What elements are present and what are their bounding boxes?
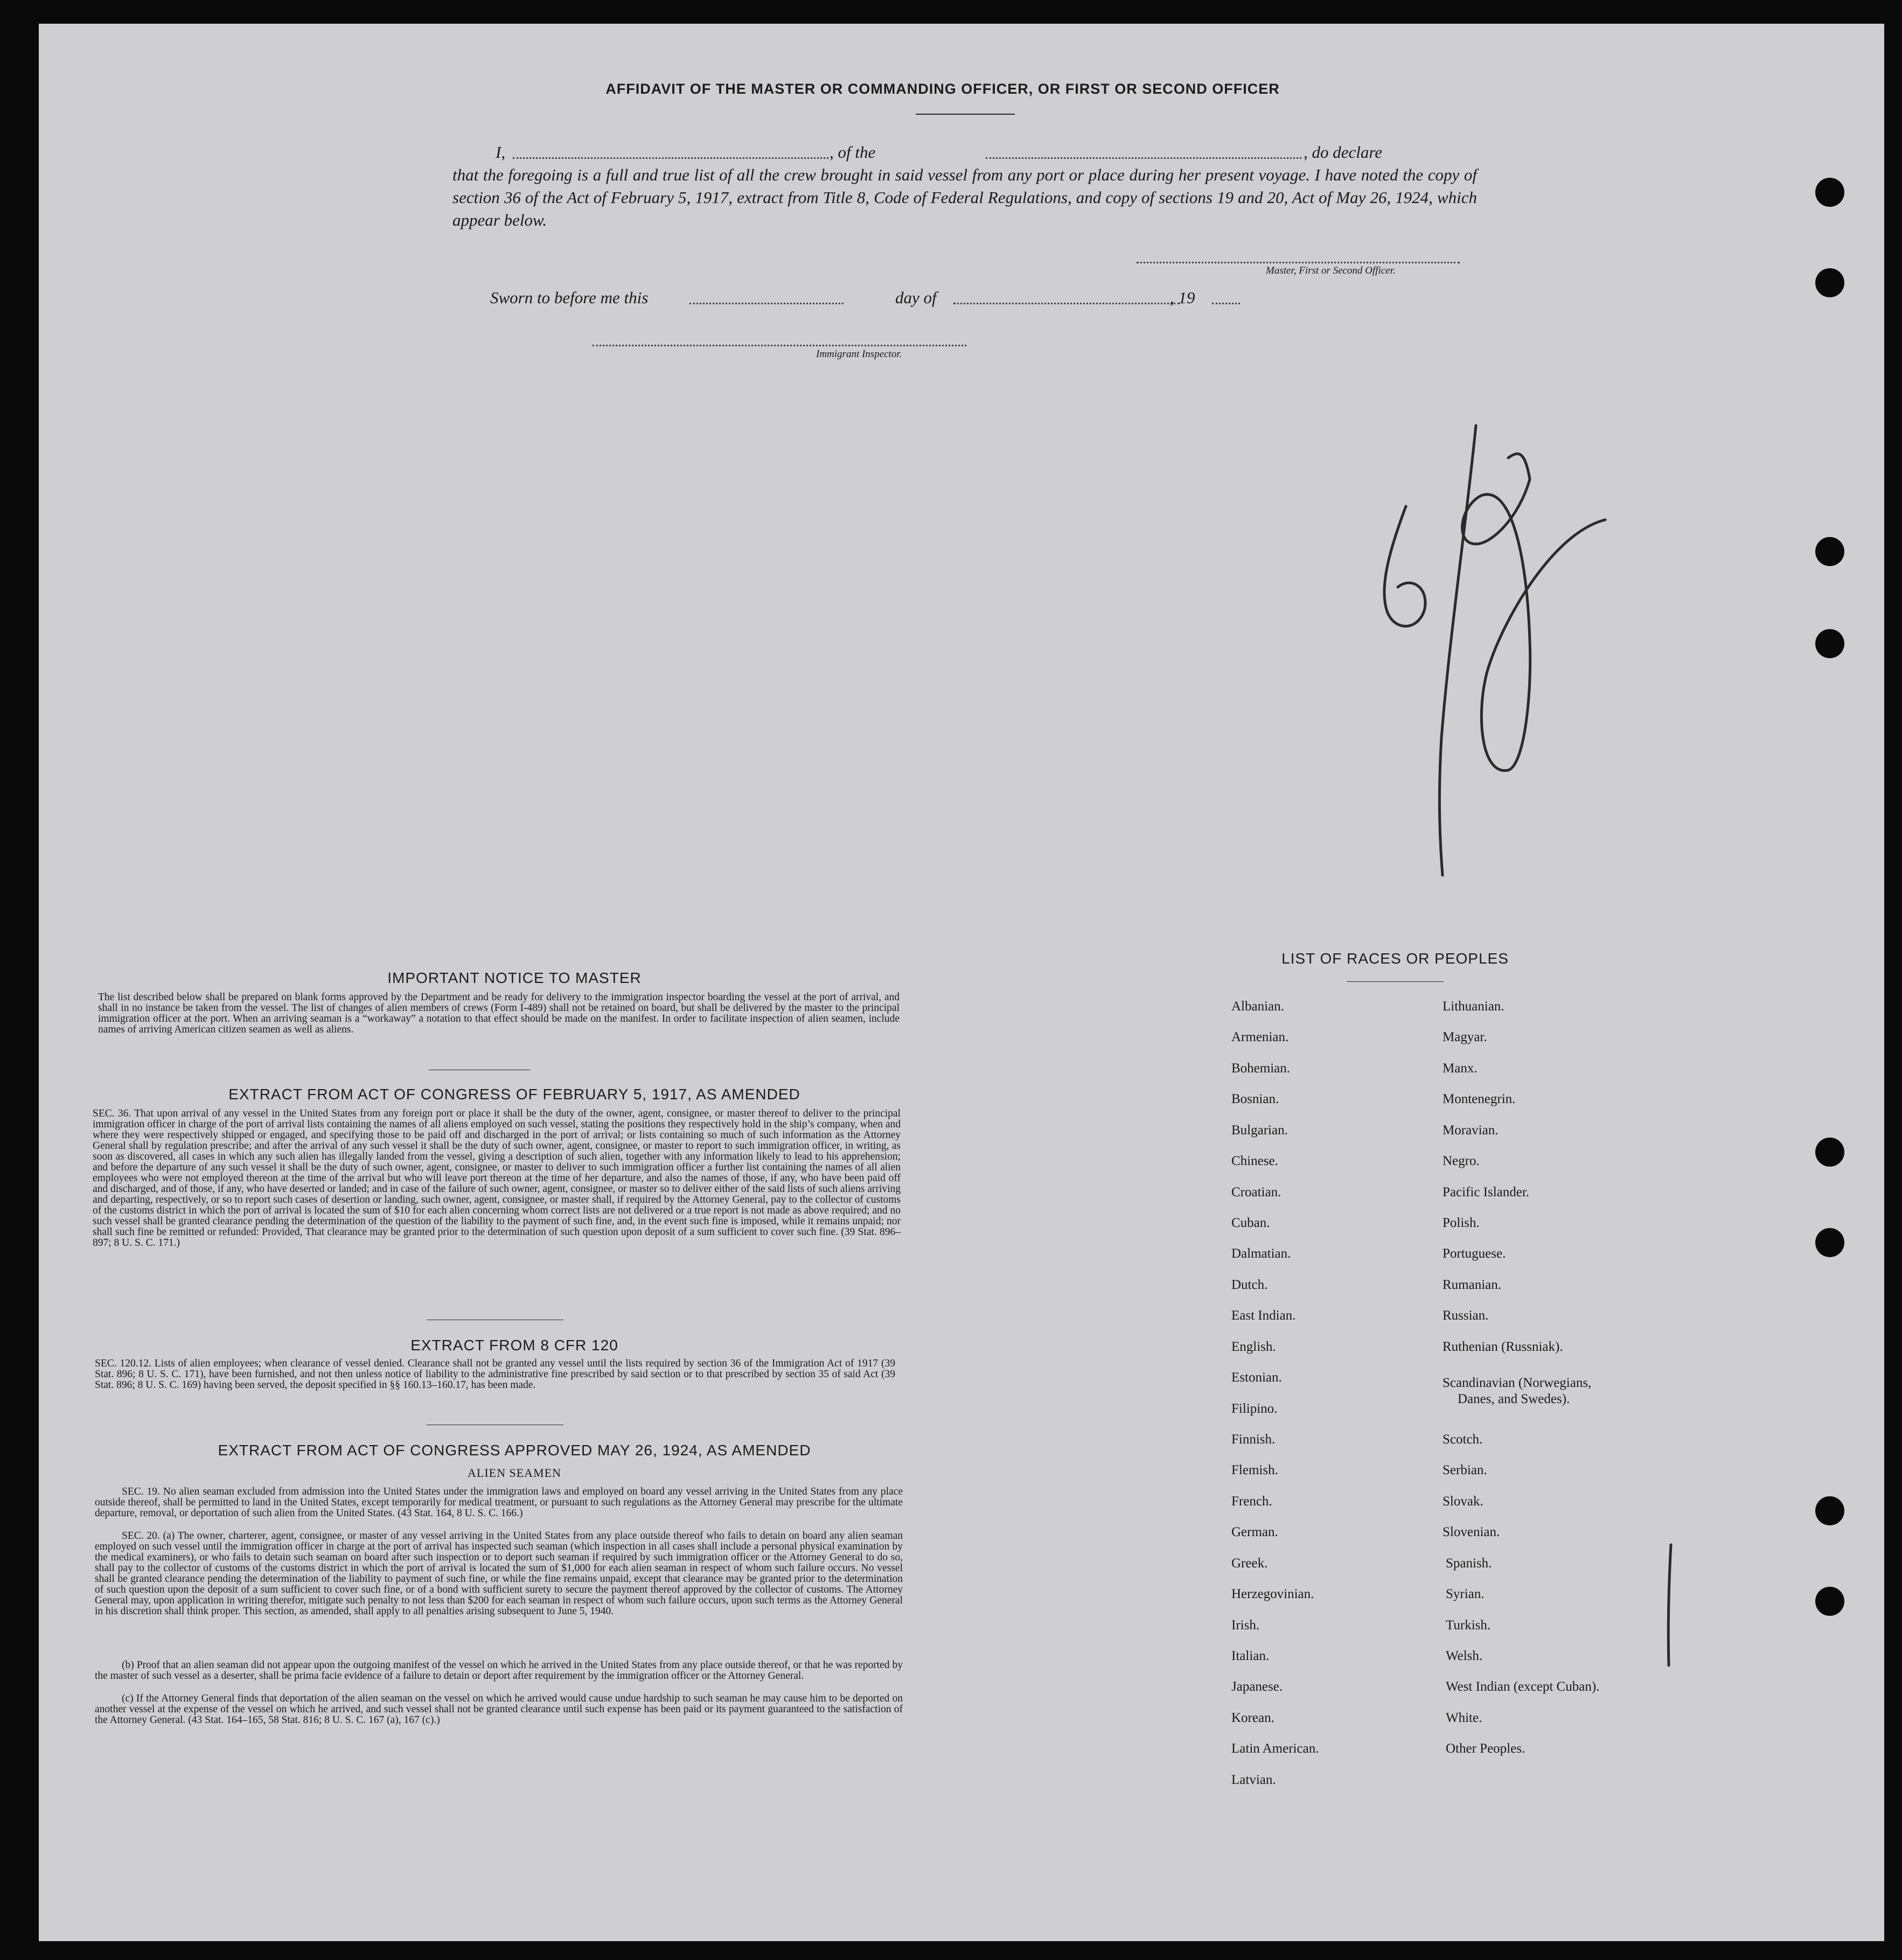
race-item: Lithuanian. bbox=[1443, 999, 1504, 1014]
extract-cfr-text: SEC. 120.12. Lists of alien employees; when clearance of vessel denied. Clearance shall not be granted any vessel until the lists required by section 36 of the Immigration Act of 1917 (39 Stat. 896; 8 U. S. C. 171), have been furnished, and not then unless notice of liability to the administrative fine prescribed by said section or to that prescribed by section 35 of said Act (39 Stat. 896; 8 U. S. C. 169) having been served, the deposit specified in §§ 160.13–160.17, has been made. bbox=[95, 1358, 895, 1391]
affidavit-title: AFFIDAVIT OF THE MASTER OR COMMANDING OFFICER, OR FIRST OR SECOND OFFICER bbox=[605, 81, 1280, 97]
race-item: Bosnian. bbox=[1231, 1092, 1279, 1106]
race-item: West Indian (except Cuban). bbox=[1446, 1679, 1600, 1694]
master-caption: Master, First or Second Officer. bbox=[1266, 265, 1396, 276]
race-item: Japanese. bbox=[1231, 1679, 1283, 1694]
declarant-prefix: I, bbox=[496, 143, 506, 162]
year-prefix: , 19 bbox=[1170, 288, 1195, 307]
race-item: Serbian. bbox=[1443, 1463, 1487, 1477]
handwritten-six bbox=[1384, 506, 1425, 626]
declare-suffix: , do declare bbox=[1304, 143, 1383, 162]
sworn-day-field[interactable] bbox=[689, 303, 844, 304]
race-item: Scandinavian (Norwegians, bbox=[1443, 1376, 1592, 1390]
race-item: East Indian. bbox=[1231, 1308, 1296, 1323]
notice-title: IMPORTANT NOTICE TO MASTER bbox=[387, 969, 642, 986]
race-item: Russian. bbox=[1443, 1308, 1489, 1323]
race-item: Magyar. bbox=[1443, 1030, 1487, 1044]
race-item: Syrian. bbox=[1446, 1587, 1485, 1601]
handwritten-eight bbox=[1462, 454, 1605, 770]
alien-seamen-subtitle: ALIEN SEAMEN bbox=[468, 1466, 561, 1480]
inspector-caption: Immigrant Inspector. bbox=[816, 348, 902, 360]
extract-1924-title: EXTRACT FROM ACT OF CONGRESS APPROVED MAY 26, 1924, AS AMENDED bbox=[218, 1442, 811, 1459]
race-item: Other Peoples. bbox=[1446, 1741, 1525, 1756]
race-item: French. bbox=[1231, 1494, 1272, 1509]
race-item: Latvian. bbox=[1231, 1773, 1276, 1787]
race-item: German. bbox=[1231, 1525, 1278, 1539]
extract-1917-text: SEC. 36. That upon arrival of any vessel in the United States from any foreign port or place it shall be the duty of the owner, agent, consignee, or master thereof to deliver to the principal immigration officer in charge of the port of arrival lists containing the names of all aliens employed on such vessel, stating the positions they respectively hold in the ship’s company, when and where they were respectively shipped or engaged, and specifying those to be paid off and discharged in the port of arrival; or lists containing so much of such information as the Attorney General shall by regulation prescribe; and after the arrival of any such vessel it shall be the duty of such owner, agent, consignee, or master to report to such immigration officer, in writing, as soon as discovered, all cases in which any such alien has illegally landed from the vessel, giving a description of such alien, together with any information likely to lead to his apprehension; and before the departure of any such vessel it shall be the duty of such owner, agent, consignee, or master to deliver to such immigration officer a further list containing the names of all alien employees who were not employed thereon at the time of the arrival but who will leave port thereon at the time of her departure, and also the names of those, if any, who have been paid off and discharged, and of those, if any, who have deserted or landed; and in case of the failure of such owner, agent, consignee, or master so to deliver either of the said lists of such aliens arriving and departing, respectively, or so to report such cases of desertion or landing, such owner, agent, consignee, or master shall, if required by the Attorney General, pay to the collector of customs of the customs district in which the port of arrival is located the sum of $10 for each alien concerning whom correct lists are not delivered or a true report is not made as above required; and no such vessel shall be granted clearance pending the determination of the question of the liability to the payment of such fine, and, in the event such fine is imposed, while it remains unpaid; nor shall such fine be remitted or refunded: Provided, That clearance may be granted prior to the determination of such question upon deposit of a sum sufficient to cover such fine. (39 Stat. 896–897; 8 U. S. C. 171.) bbox=[93, 1108, 901, 1248]
race-item: Manx. bbox=[1443, 1061, 1478, 1076]
day-of-label: day of bbox=[895, 288, 937, 307]
handwritten-tick bbox=[1659, 1540, 1681, 1670]
race-item: Pacific Islander. bbox=[1443, 1185, 1530, 1199]
race-item: Slovenian. bbox=[1443, 1525, 1500, 1539]
race-item: Italian. bbox=[1231, 1649, 1270, 1663]
punch-hole bbox=[1815, 1496, 1844, 1525]
race-item: Latin American. bbox=[1231, 1741, 1319, 1756]
handwritten-slash bbox=[1439, 426, 1476, 875]
punch-hole bbox=[1815, 1228, 1844, 1257]
race-item: Dutch. bbox=[1231, 1278, 1268, 1292]
punch-hole bbox=[1815, 268, 1844, 297]
race-item: Portuguese. bbox=[1443, 1246, 1506, 1261]
race-item: Estonian. bbox=[1231, 1370, 1282, 1385]
race-item: Dalmatian. bbox=[1231, 1246, 1291, 1261]
race-item: Rumanian. bbox=[1443, 1278, 1502, 1292]
notice-text: The list described below shall be prepared on blank forms approved by the Department and be ready for delivery to the immigration inspector boarding the vessel at the port of arrival, and shall in no instance be taken from the vessel. The list of changes of alien members of crews (Form I-489) shall not be retained on board, but shall be delivered by the master to the principal immigration officer at the port. When an arriving seaman is a “workaway” a notation to that effect should be made on the manifest. In order to facilitate inspection of alien seamen, include names of arriving American citizen seamen as well as aliens. bbox=[98, 992, 900, 1035]
race-item: Slovak. bbox=[1443, 1494, 1483, 1509]
race-item: Herzegovinian. bbox=[1231, 1587, 1314, 1601]
race-item: Filipino. bbox=[1231, 1401, 1278, 1416]
divider bbox=[1347, 981, 1444, 982]
races-title: LIST OF RACES OR PEOPLES bbox=[1281, 950, 1509, 967]
punch-hole bbox=[1815, 1587, 1844, 1616]
race-item: Bohemian. bbox=[1231, 1061, 1291, 1076]
race-item: Welsh. bbox=[1446, 1649, 1483, 1663]
race-item: Ruthenian (Russniak). bbox=[1443, 1340, 1563, 1354]
race-item: Korean. bbox=[1231, 1711, 1274, 1725]
race-item: White. bbox=[1446, 1711, 1482, 1725]
declarant-name-field[interactable] bbox=[513, 157, 828, 159]
extract-cfr-title: EXTRACT FROM 8 CFR 120 bbox=[410, 1337, 618, 1354]
vessel-prefix: , of the bbox=[830, 143, 876, 162]
race-item: Chinese. bbox=[1231, 1154, 1278, 1168]
race-item: Finnish. bbox=[1231, 1432, 1276, 1447]
sworn-prefix: Sworn to before me this bbox=[490, 288, 649, 307]
race-item: Bulgarian. bbox=[1231, 1123, 1288, 1138]
extract-1917-title: EXTRACT FROM ACT OF CONGRESS OF FEBRUARY 5, 1917, AS AMENDED bbox=[228, 1086, 800, 1103]
race-item: Moravian. bbox=[1443, 1123, 1499, 1138]
punch-hole bbox=[1815, 178, 1844, 207]
extract-1924-section-20a: SEC. 20. (a) The owner, charterer, agent, consignee, or master of any vessel arriving in the United States from any place outside thereof who fails to detain on board any alien seaman employed on such vessel until the immigration officer in charge at the port of arrival has inspected such seaman (which inspection in all cases shall include a personal physical examination by the medical examiners), or who fails to detain such seaman on board after such inspection or to deport such seaman if required by such immigration officer or the Attorney General to do so, shall pay to the collector of customs of the customs district in which the port of arrival is located the sum of $1,000 for each alien seaman in respect of whom such failure occurs. No vessel shall be granted clearance pending the determination of the liability to payment of such fine, or while the fine remains unpaid, except that clearance may be granted prior to the determination of such question upon the deposit of a sum sufficient to cover such fine, or of a bond with sufficient surety to secure the payment thereof approved by the collector of customs. The Attorney General may, upon application in writing therefor, mitigate such penalty to not less than $200 for each seaman in respect of whom such failure occurs, upon such terms as the Attorney General in his discretion shall think proper. This section, as amended, shall apply to all penalties arising subsequent to June 5, 1940. bbox=[95, 1530, 903, 1617]
race-item: Spanish. bbox=[1446, 1556, 1492, 1571]
punch-hole bbox=[1815, 537, 1844, 566]
race-item: Flemish. bbox=[1231, 1463, 1278, 1477]
punch-hole bbox=[1815, 1138, 1844, 1167]
race-item: Scotch. bbox=[1443, 1432, 1483, 1447]
race-item: Turkish. bbox=[1446, 1618, 1491, 1633]
handwritten-fraction bbox=[1347, 415, 1627, 889]
race-item: Armenian. bbox=[1231, 1030, 1289, 1044]
race-item: Croatian. bbox=[1231, 1185, 1281, 1199]
extract-1924-section-19: SEC. 19. No alien seaman excluded from admission into the United States under the immigration laws and employed on board any vessel arriving in the United States from any place outside thereof, shall be permitted to land in the United States, except temporarily for medical treatment, or pursuant to such regulations as the Attorney General may prescribe for the ultimate departure, removal, or deportation of such alien from the United States. (43 Stat. 164, 8 U. S. C. 166.) bbox=[95, 1486, 903, 1519]
race-item: Albanian. bbox=[1231, 999, 1284, 1014]
sworn-line bbox=[490, 287, 1298, 310]
race-item: Cuban. bbox=[1231, 1216, 1270, 1230]
race-item: Greek. bbox=[1231, 1556, 1268, 1571]
divider bbox=[916, 114, 1015, 115]
race-item: Polish. bbox=[1443, 1216, 1480, 1230]
master-signature-field[interactable] bbox=[1137, 262, 1460, 263]
race-item: Danes, and Swedes). bbox=[1458, 1392, 1570, 1406]
punch-hole bbox=[1815, 629, 1844, 658]
extract-1924-section-20b: (b) Proof that an alien seaman did not appear upon the outgoing manifest of the vessel on which he arrived in the United States from any place outside thereof, or that he was reported by the master of such vessel as a deserter, shall be prima facie evidence of a failure to detain or deport after requirement by the immigration officer or the Attorney General. bbox=[95, 1659, 903, 1682]
inspector-signature-field[interactable] bbox=[593, 345, 966, 346]
sworn-year-field[interactable] bbox=[1212, 303, 1240, 304]
race-item: Montenegrin. bbox=[1443, 1092, 1516, 1106]
race-item: English. bbox=[1231, 1340, 1276, 1354]
sworn-month-field[interactable] bbox=[953, 303, 1180, 304]
race-item: Irish. bbox=[1231, 1618, 1260, 1633]
extract-1924-section-20c: (c) If the Attorney General finds that deportation of the alien seaman on the vessel on which he arrived would cause undue hardship to such seaman he may cause him to be deported on another vessel at the expense of the vessel on which he arrived, and such vessel shall not be granted clearance until such expense has been paid or its payment guaranteed to the satisfaction of the Attorney General. (43 Stat. 164–165, 58 Stat. 816; 8 U. S. C. 167 (a), 167 (c).) bbox=[95, 1693, 903, 1726]
declaration-line-1 bbox=[452, 141, 1476, 165]
race-item: Negro. bbox=[1443, 1154, 1480, 1168]
vessel-name-field[interactable] bbox=[986, 157, 1301, 159]
declaration-body: that the foregoing is a full and true list of all the crew brought in said vessel from any port or place during her present voyage. I have noted the copy of section 36 of the Act of February 5, 1917, extract from Title 8, Code of Federal Regulations, and copy of sections 19 and 20, Act of May 26, 1924, which appear below. bbox=[452, 165, 1477, 229]
